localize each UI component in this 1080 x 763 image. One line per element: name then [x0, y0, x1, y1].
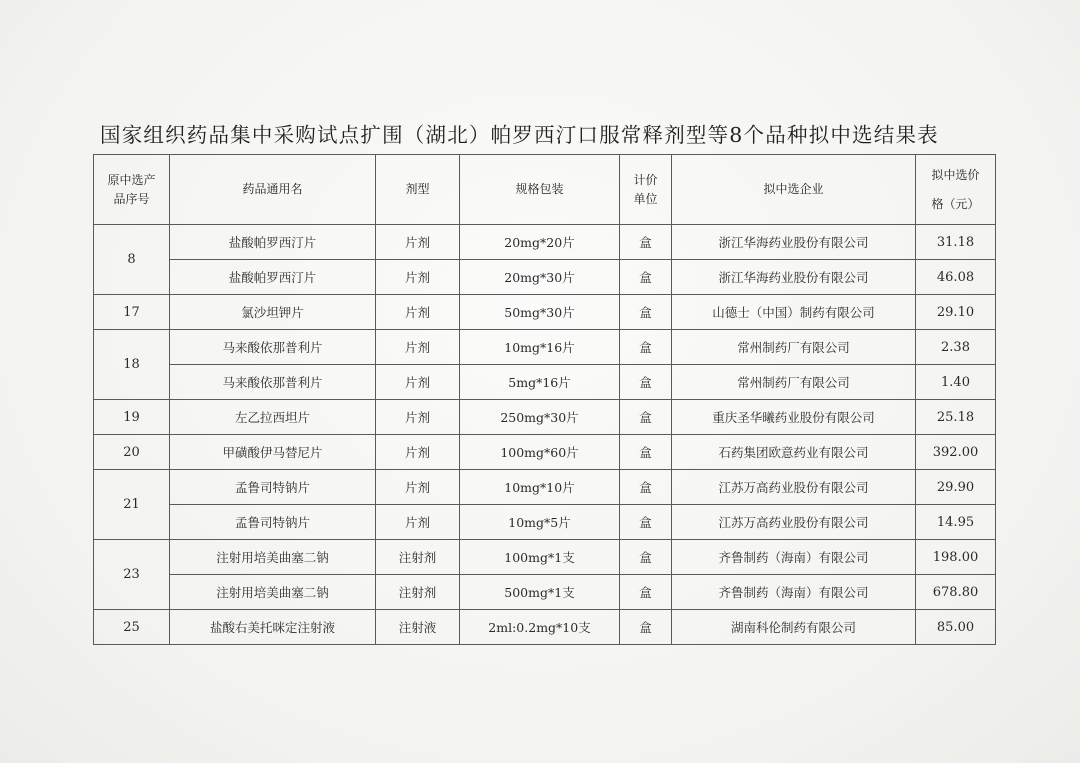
cell-spec: 10mg*16片	[460, 330, 620, 365]
cell-form: 注射剂	[376, 575, 460, 610]
cell-price: 25.18	[916, 400, 996, 435]
header-name: 药品通用名	[170, 155, 376, 225]
cell-price: 29.10	[916, 295, 996, 330]
cell-name: 孟鲁司特钠片	[170, 505, 376, 540]
cell-form: 片剂	[376, 505, 460, 540]
cell-form: 注射液	[376, 610, 460, 645]
cell-name: 盐酸帕罗西汀片	[170, 260, 376, 295]
cell-name: 马来酸依那普利片	[170, 330, 376, 365]
cell-unit: 盒	[620, 400, 672, 435]
header-company: 拟中选企业	[672, 155, 916, 225]
cell-price: 46.08	[916, 260, 996, 295]
cell-spec: 100mg*1支	[460, 540, 620, 575]
table-row	[94, 365, 996, 400]
header-price: 拟中选价 格（元）	[916, 155, 996, 225]
cell-unit: 盒	[620, 365, 672, 400]
cell-form: 片剂	[376, 260, 460, 295]
cell-form: 注射剂	[376, 540, 460, 575]
table-row	[94, 470, 996, 505]
header-spec: 规格包装	[460, 155, 620, 225]
cell-name: 注射用培美曲塞二钠	[170, 540, 376, 575]
header-unit: 计价 单位	[620, 155, 672, 225]
cell-unit: 盒	[620, 260, 672, 295]
cell-seq: 19	[94, 400, 170, 435]
cell-price: 29.90	[916, 470, 996, 505]
cell-seq: 23	[94, 540, 170, 610]
cell-unit: 盒	[620, 435, 672, 470]
cell-form: 片剂	[376, 470, 460, 505]
cell-company: 齐鲁制药（海南）有限公司	[672, 540, 916, 575]
cell-unit: 盒	[620, 295, 672, 330]
cell-unit: 盒	[620, 610, 672, 645]
cell-seq: 18	[94, 330, 170, 400]
cell-name: 孟鲁司特钠片	[170, 470, 376, 505]
cell-unit: 盒	[620, 330, 672, 365]
table-row	[94, 330, 996, 365]
table-row	[94, 225, 996, 260]
header-form: 剂型	[376, 155, 460, 225]
cell-form: 片剂	[376, 295, 460, 330]
cell-company: 浙江华海药业股份有限公司	[672, 225, 916, 260]
cell-unit: 盒	[620, 470, 672, 505]
cell-name: 马来酸依那普利片	[170, 365, 376, 400]
cell-seq: 17	[94, 295, 170, 330]
cell-price: 14.95	[916, 505, 996, 540]
table-row	[94, 540, 996, 575]
cell-price: 2.38	[916, 330, 996, 365]
cell-form: 片剂	[376, 435, 460, 470]
cell-unit: 盒	[620, 540, 672, 575]
cell-spec: 20mg*30片	[460, 260, 620, 295]
table-row	[94, 260, 996, 295]
cell-name: 甲磺酸伊马替尼片	[170, 435, 376, 470]
cell-form: 片剂	[376, 365, 460, 400]
cell-spec: 250mg*30片	[460, 400, 620, 435]
cell-price: 678.80	[916, 575, 996, 610]
cell-company: 齐鲁制药（海南）有限公司	[672, 575, 916, 610]
cell-spec: 20mg*20片	[460, 225, 620, 260]
cell-unit: 盒	[620, 225, 672, 260]
cell-company: 湖南科伦制药有限公司	[672, 610, 916, 645]
cell-price: 392.00	[916, 435, 996, 470]
cell-seq: 8	[94, 225, 170, 295]
cell-seq: 20	[94, 435, 170, 470]
table-row	[94, 505, 996, 540]
table-row	[94, 575, 996, 610]
cell-seq: 25	[94, 610, 170, 645]
document-title: 国家组织药品集中采购试点扩围（湖北）帕罗西汀口服常释剂型等8个品种拟中选结果表	[100, 123, 939, 147]
table-row	[94, 400, 996, 435]
cell-price: 85.00	[916, 610, 996, 645]
cell-company: 常州制药厂有限公司	[672, 330, 916, 365]
cell-price: 198.00	[916, 540, 996, 575]
cell-name: 盐酸右美托咪定注射液	[170, 610, 376, 645]
table-row	[94, 295, 996, 330]
cell-form: 片剂	[376, 330, 460, 365]
cell-price: 31.18	[916, 225, 996, 260]
cell-company: 江苏万高药业股份有限公司	[672, 505, 916, 540]
cell-spec: 50mg*30片	[460, 295, 620, 330]
cell-price: 1.40	[916, 365, 996, 400]
cell-spec: 10mg*5片	[460, 505, 620, 540]
cell-form: 片剂	[376, 225, 460, 260]
cell-company: 常州制药厂有限公司	[672, 365, 916, 400]
cell-name: 盐酸帕罗西汀片	[170, 225, 376, 260]
cell-spec: 500mg*1支	[460, 575, 620, 610]
cell-company: 重庆圣华曦药业股份有限公司	[672, 400, 916, 435]
cell-company: 浙江华海药业股份有限公司	[672, 260, 916, 295]
result-table	[93, 154, 996, 645]
cell-unit: 盒	[620, 575, 672, 610]
cell-name: 氯沙坦钾片	[170, 295, 376, 330]
cell-unit: 盒	[620, 505, 672, 540]
cell-seq: 21	[94, 470, 170, 540]
cell-spec: 2ml:0.2mg*10支	[460, 610, 620, 645]
header-row	[94, 155, 996, 225]
table-row	[94, 610, 996, 645]
cell-form: 片剂	[376, 400, 460, 435]
cell-spec: 100mg*60片	[460, 435, 620, 470]
cell-spec: 5mg*16片	[460, 365, 620, 400]
cell-company: 江苏万高药业股份有限公司	[672, 470, 916, 505]
cell-company: 山德士（中国）制药有限公司	[672, 295, 916, 330]
table-row	[94, 435, 996, 470]
cell-company: 石药集团欧意药业有限公司	[672, 435, 916, 470]
header-seq: 原中选产 品序号	[94, 155, 170, 225]
cell-spec: 10mg*10片	[460, 470, 620, 505]
cell-name: 左乙拉西坦片	[170, 400, 376, 435]
cell-name: 注射用培美曲塞二钠	[170, 575, 376, 610]
